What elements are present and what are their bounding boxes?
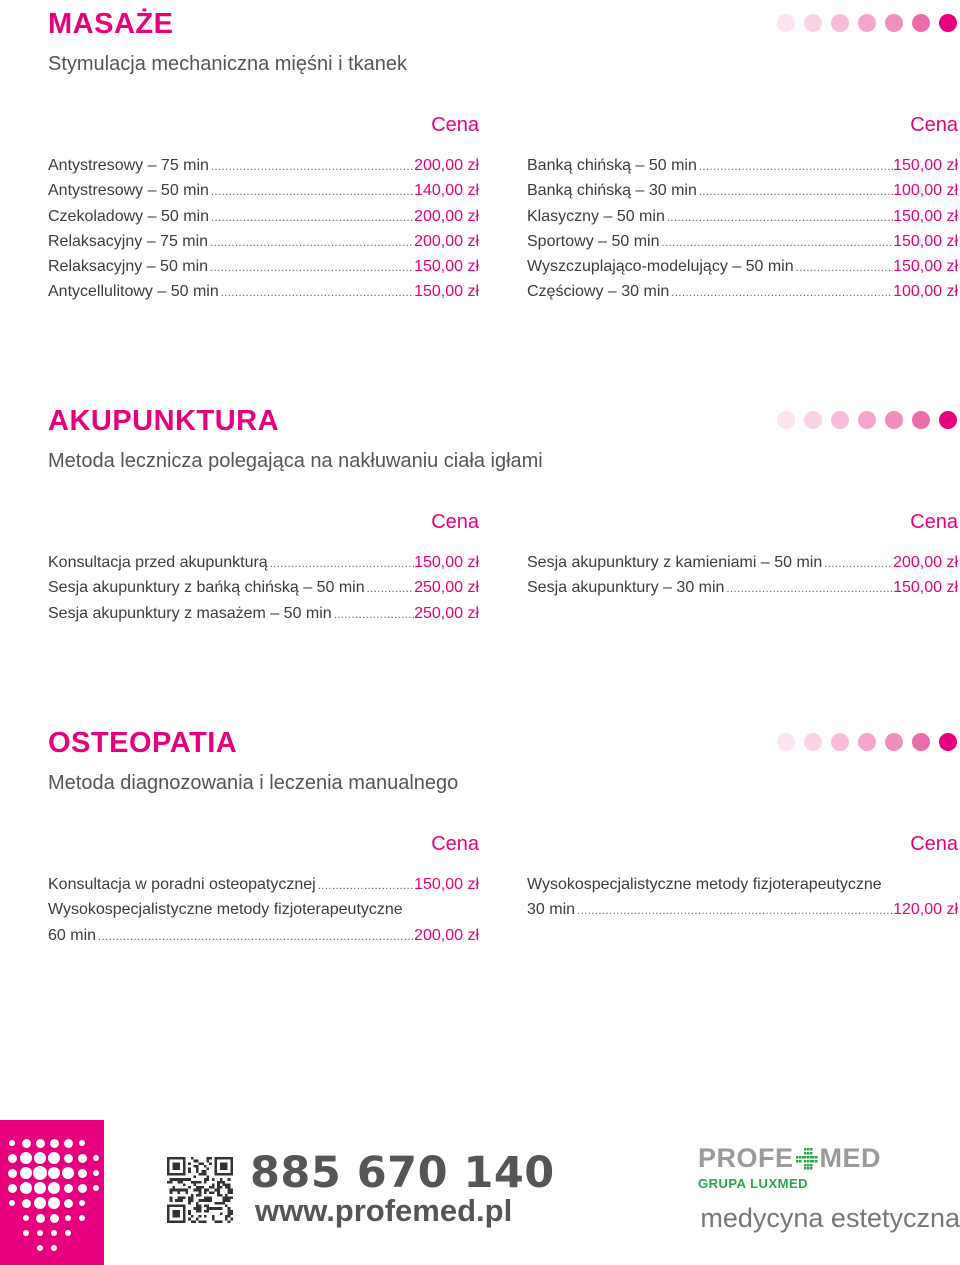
- pattern-dot: [23, 1230, 29, 1236]
- section-akupunktura: [48, 405, 960, 635]
- price-row: [48, 182, 479, 207]
- dot-leader: [669, 287, 893, 299]
- dot-leader: [209, 186, 414, 198]
- decorative-dot: [804, 14, 822, 32]
- pattern-dot: [62, 1167, 74, 1179]
- price-row: [527, 554, 958, 579]
- dot-leader: [724, 583, 893, 595]
- pattern-dot: [9, 1140, 15, 1146]
- medical-cross-icon: [796, 1148, 818, 1170]
- price-list: [48, 554, 479, 630]
- pattern-dot: [65, 1230, 71, 1236]
- section-title: MASAŻE: [48, 8, 174, 40]
- price-list: [527, 554, 958, 605]
- pattern-dot: [20, 1167, 32, 1179]
- price-row: [48, 283, 479, 308]
- brand-logo-left: PROFE: [698, 1143, 794, 1173]
- price-row: [527, 283, 958, 308]
- dot-leader: [822, 558, 893, 570]
- price-row: [527, 579, 958, 604]
- service-name: Antystresowy – 50 min: [48, 182, 209, 200]
- service-name: Częściowy – 30 min: [527, 283, 670, 301]
- service-price: 120,00 zł: [893, 901, 958, 919]
- service-price: 200,00 zł: [414, 207, 479, 225]
- pattern-dot: [51, 1245, 57, 1251]
- service-name: Antycellulitowy – 50 min: [48, 283, 219, 301]
- service-price: 100,00 zł: [893, 283, 958, 301]
- price-row: [48, 876, 479, 901]
- dot-leader: [365, 583, 414, 595]
- decorative-dot: [912, 733, 930, 751]
- price-row: [48, 901, 479, 926]
- pattern-dot: [64, 1154, 73, 1163]
- price-row: [48, 208, 479, 233]
- dot-leader: [268, 558, 414, 570]
- pattern-dot: [8, 1184, 17, 1193]
- decorative-dots: [777, 411, 957, 429]
- section-osteopatia: [48, 727, 960, 957]
- decorative-dot: [912, 411, 930, 429]
- service-price: 200,00 zł: [414, 926, 479, 944]
- service-name: Sesja akupunktury z masażem – 50 min: [48, 604, 332, 622]
- dot-leader: [665, 212, 893, 224]
- decorative-dot: [885, 733, 903, 751]
- section-masaze: [48, 8, 960, 308]
- pattern-dot: [48, 1182, 60, 1194]
- price-list: [48, 157, 479, 309]
- pattern-dot: [64, 1139, 73, 1148]
- service-name: Konsultacja przed akupunkturą: [48, 554, 268, 571]
- price-row: [527, 157, 958, 182]
- dot-leader: [575, 905, 893, 917]
- pattern-dot: [78, 1184, 87, 1193]
- pattern-dot: [50, 1139, 59, 1148]
- service-name: Wysokospecjalistyczne metody fizjoterapeutyczne: [527, 876, 882, 893]
- pattern-dot: [33, 1166, 47, 1180]
- decorative-dot: [804, 733, 822, 751]
- price-header: Cena: [910, 114, 958, 136]
- service-price: 200,00 zł: [893, 554, 958, 571]
- brand-logo: [698, 1143, 881, 1174]
- pattern-dot: [20, 1152, 32, 1164]
- pattern-dot: [65, 1215, 71, 1221]
- decorative-dot: [939, 733, 957, 751]
- decorative-dot: [912, 14, 930, 32]
- pattern-dot: [34, 1197, 46, 1209]
- price-row: [527, 876, 958, 901]
- decorative-dots: [777, 733, 957, 751]
- section-title: AKUPUNKTURA: [48, 405, 280, 437]
- dot-leader: [208, 262, 414, 274]
- decorative-dot: [885, 411, 903, 429]
- service-price: 150,00 zł: [893, 157, 958, 174]
- service-name: Antystresowy – 75 min: [48, 157, 209, 174]
- service-price: 150,00 zł: [893, 232, 958, 250]
- dot-leader: [697, 161, 893, 173]
- price-header: Cena: [431, 511, 479, 533]
- price-row: [48, 554, 479, 579]
- service-name: Banką chińską – 50 min: [527, 157, 697, 174]
- pattern-dot: [48, 1152, 60, 1164]
- service-name: Sesja akupunktury z bańką chińską – 50 min: [48, 579, 365, 597]
- service-name: Czekoladowy – 50 min: [48, 207, 209, 225]
- pattern-dot: [79, 1140, 85, 1146]
- pattern-dot: [64, 1199, 73, 1208]
- price-list: [527, 157, 958, 309]
- service-price: 250,00 zł: [414, 604, 479, 622]
- service-price: 150,00 zł: [893, 579, 958, 597]
- pattern-dot: [36, 1214, 45, 1223]
- section-title: OSTEOPATIA: [48, 727, 238, 759]
- decorative-dot: [885, 14, 903, 32]
- service-name: Klasyczny – 50 min: [527, 207, 665, 225]
- pattern-dot: [22, 1139, 31, 1148]
- service-price: 200,00 zł: [414, 232, 479, 250]
- service-name: Wysokospecjalistyczne metody fizjoterapeutyczne: [48, 901, 403, 919]
- pattern-dot: [8, 1169, 17, 1178]
- pattern-dot: [23, 1215, 29, 1221]
- brand-dot-pattern: [0, 1120, 104, 1265]
- service-price: 150,00 zł: [414, 283, 479, 301]
- decorative-dot: [777, 733, 795, 751]
- price-list: [527, 876, 958, 927]
- dot-leader: [794, 262, 893, 274]
- dot-leader: [208, 237, 414, 249]
- pattern-dot: [37, 1245, 43, 1251]
- dot-leader: [219, 287, 414, 299]
- group-label: GRUPA LUXMED: [698, 1176, 808, 1191]
- pattern-dot: [20, 1182, 32, 1194]
- pattern-dot: [93, 1155, 99, 1161]
- service-name: Relaksacyjny – 50 min: [48, 258, 209, 276]
- pattern-dot: [8, 1154, 17, 1163]
- pattern-dot: [51, 1230, 57, 1236]
- dot-leader: [209, 212, 414, 224]
- decorative-dot: [858, 14, 876, 32]
- price-row: [527, 901, 958, 926]
- decorative-dot: [804, 411, 822, 429]
- decorative-dot: [831, 733, 849, 751]
- service-price: 150,00 zł: [414, 876, 479, 893]
- qr-code: [167, 1157, 233, 1223]
- pattern-dot: [79, 1215, 85, 1221]
- section-subtitle: Stymulacja mechaniczna mięśni i tkanek: [48, 53, 408, 75]
- pattern-dot: [48, 1167, 60, 1179]
- price-list: [48, 876, 479, 952]
- service-price: 150,00 zł: [893, 207, 958, 225]
- decorative-dot: [831, 411, 849, 429]
- dot-leader: [697, 186, 893, 198]
- service-name: Banką chińską – 30 min: [527, 182, 697, 200]
- pattern-dot: [93, 1185, 99, 1191]
- service-name: Konsultacja w poradni osteopatycznej: [48, 876, 316, 893]
- dot-leader: [209, 161, 414, 173]
- section-subtitle: Metoda lecznicza polegająca na nakłuwaniu ciała igłami: [48, 450, 543, 472]
- service-price: 250,00 zł: [414, 579, 479, 597]
- section-subtitle: Metoda diagnozowania i leczenia manualnego: [48, 772, 459, 794]
- dot-leader: [316, 880, 414, 892]
- phone-number: 885 670 140: [250, 1148, 555, 1198]
- service-name: 30 min: [527, 901, 576, 919]
- decorative-dot: [831, 14, 849, 32]
- service-price: 150,00 zł: [414, 258, 479, 276]
- decorative-dot: [777, 14, 795, 32]
- price-header: Cena: [431, 114, 479, 136]
- dot-leader: [660, 237, 894, 249]
- pattern-dot: [79, 1200, 85, 1206]
- price-header: Cena: [910, 833, 958, 855]
- pattern-dot: [64, 1184, 73, 1193]
- pattern-dot: [22, 1199, 31, 1208]
- tagline: medycyna estetyczna: [700, 1203, 960, 1233]
- service-price: 150,00 zł: [414, 554, 479, 571]
- pattern-dot: [36, 1139, 45, 1148]
- decorative-dots: [777, 14, 957, 32]
- price-row: [527, 233, 958, 258]
- decorative-dot: [858, 411, 876, 429]
- decorative-dot: [858, 733, 876, 751]
- service-name: Sesja akupunktury z kamieniami – 50 min: [527, 554, 823, 571]
- pattern-dot: [93, 1170, 99, 1176]
- pattern-dot: [9, 1200, 15, 1206]
- price-header: Cena: [910, 511, 958, 533]
- service-name: 60 min: [48, 926, 97, 944]
- service-name: Sportowy – 50 min: [527, 232, 660, 250]
- pattern-dot: [37, 1230, 43, 1236]
- service-price: 200,00 zł: [414, 157, 479, 174]
- service-price: 100,00 zł: [893, 182, 958, 200]
- price-row: [48, 927, 479, 952]
- website-link[interactable]: www.profemed.pl: [255, 1193, 513, 1228]
- service-name: Sesja akupunktury – 30 min: [527, 579, 725, 597]
- price-row: [48, 233, 479, 258]
- decorative-dot: [939, 14, 957, 32]
- pattern-dot: [34, 1152, 46, 1164]
- pattern-dot: [34, 1182, 46, 1194]
- price-row: [527, 258, 958, 283]
- price-row: [527, 208, 958, 233]
- dot-leader: [96, 931, 414, 943]
- decorative-dot: [939, 411, 957, 429]
- service-price: 140,00 zł: [414, 182, 479, 200]
- price-row: [527, 182, 958, 207]
- price-row: [48, 579, 479, 604]
- pattern-dot: [78, 1154, 87, 1163]
- price-row: [48, 605, 479, 630]
- pattern-dot: [50, 1214, 59, 1223]
- pattern-dot: [78, 1169, 87, 1178]
- service-name: Relaksacyjny – 75 min: [48, 232, 209, 250]
- decorative-dot: [777, 411, 795, 429]
- price-row: [48, 258, 479, 283]
- service-price: 150,00 zł: [893, 258, 958, 276]
- price-header: Cena: [431, 833, 479, 855]
- brand-logo-right: MED: [819, 1143, 882, 1173]
- pattern-dot: [48, 1197, 60, 1209]
- price-row: [48, 157, 479, 182]
- service-name: Wyszczuplająco-modelujący – 50 min: [527, 258, 794, 276]
- dot-leader: [332, 609, 414, 621]
